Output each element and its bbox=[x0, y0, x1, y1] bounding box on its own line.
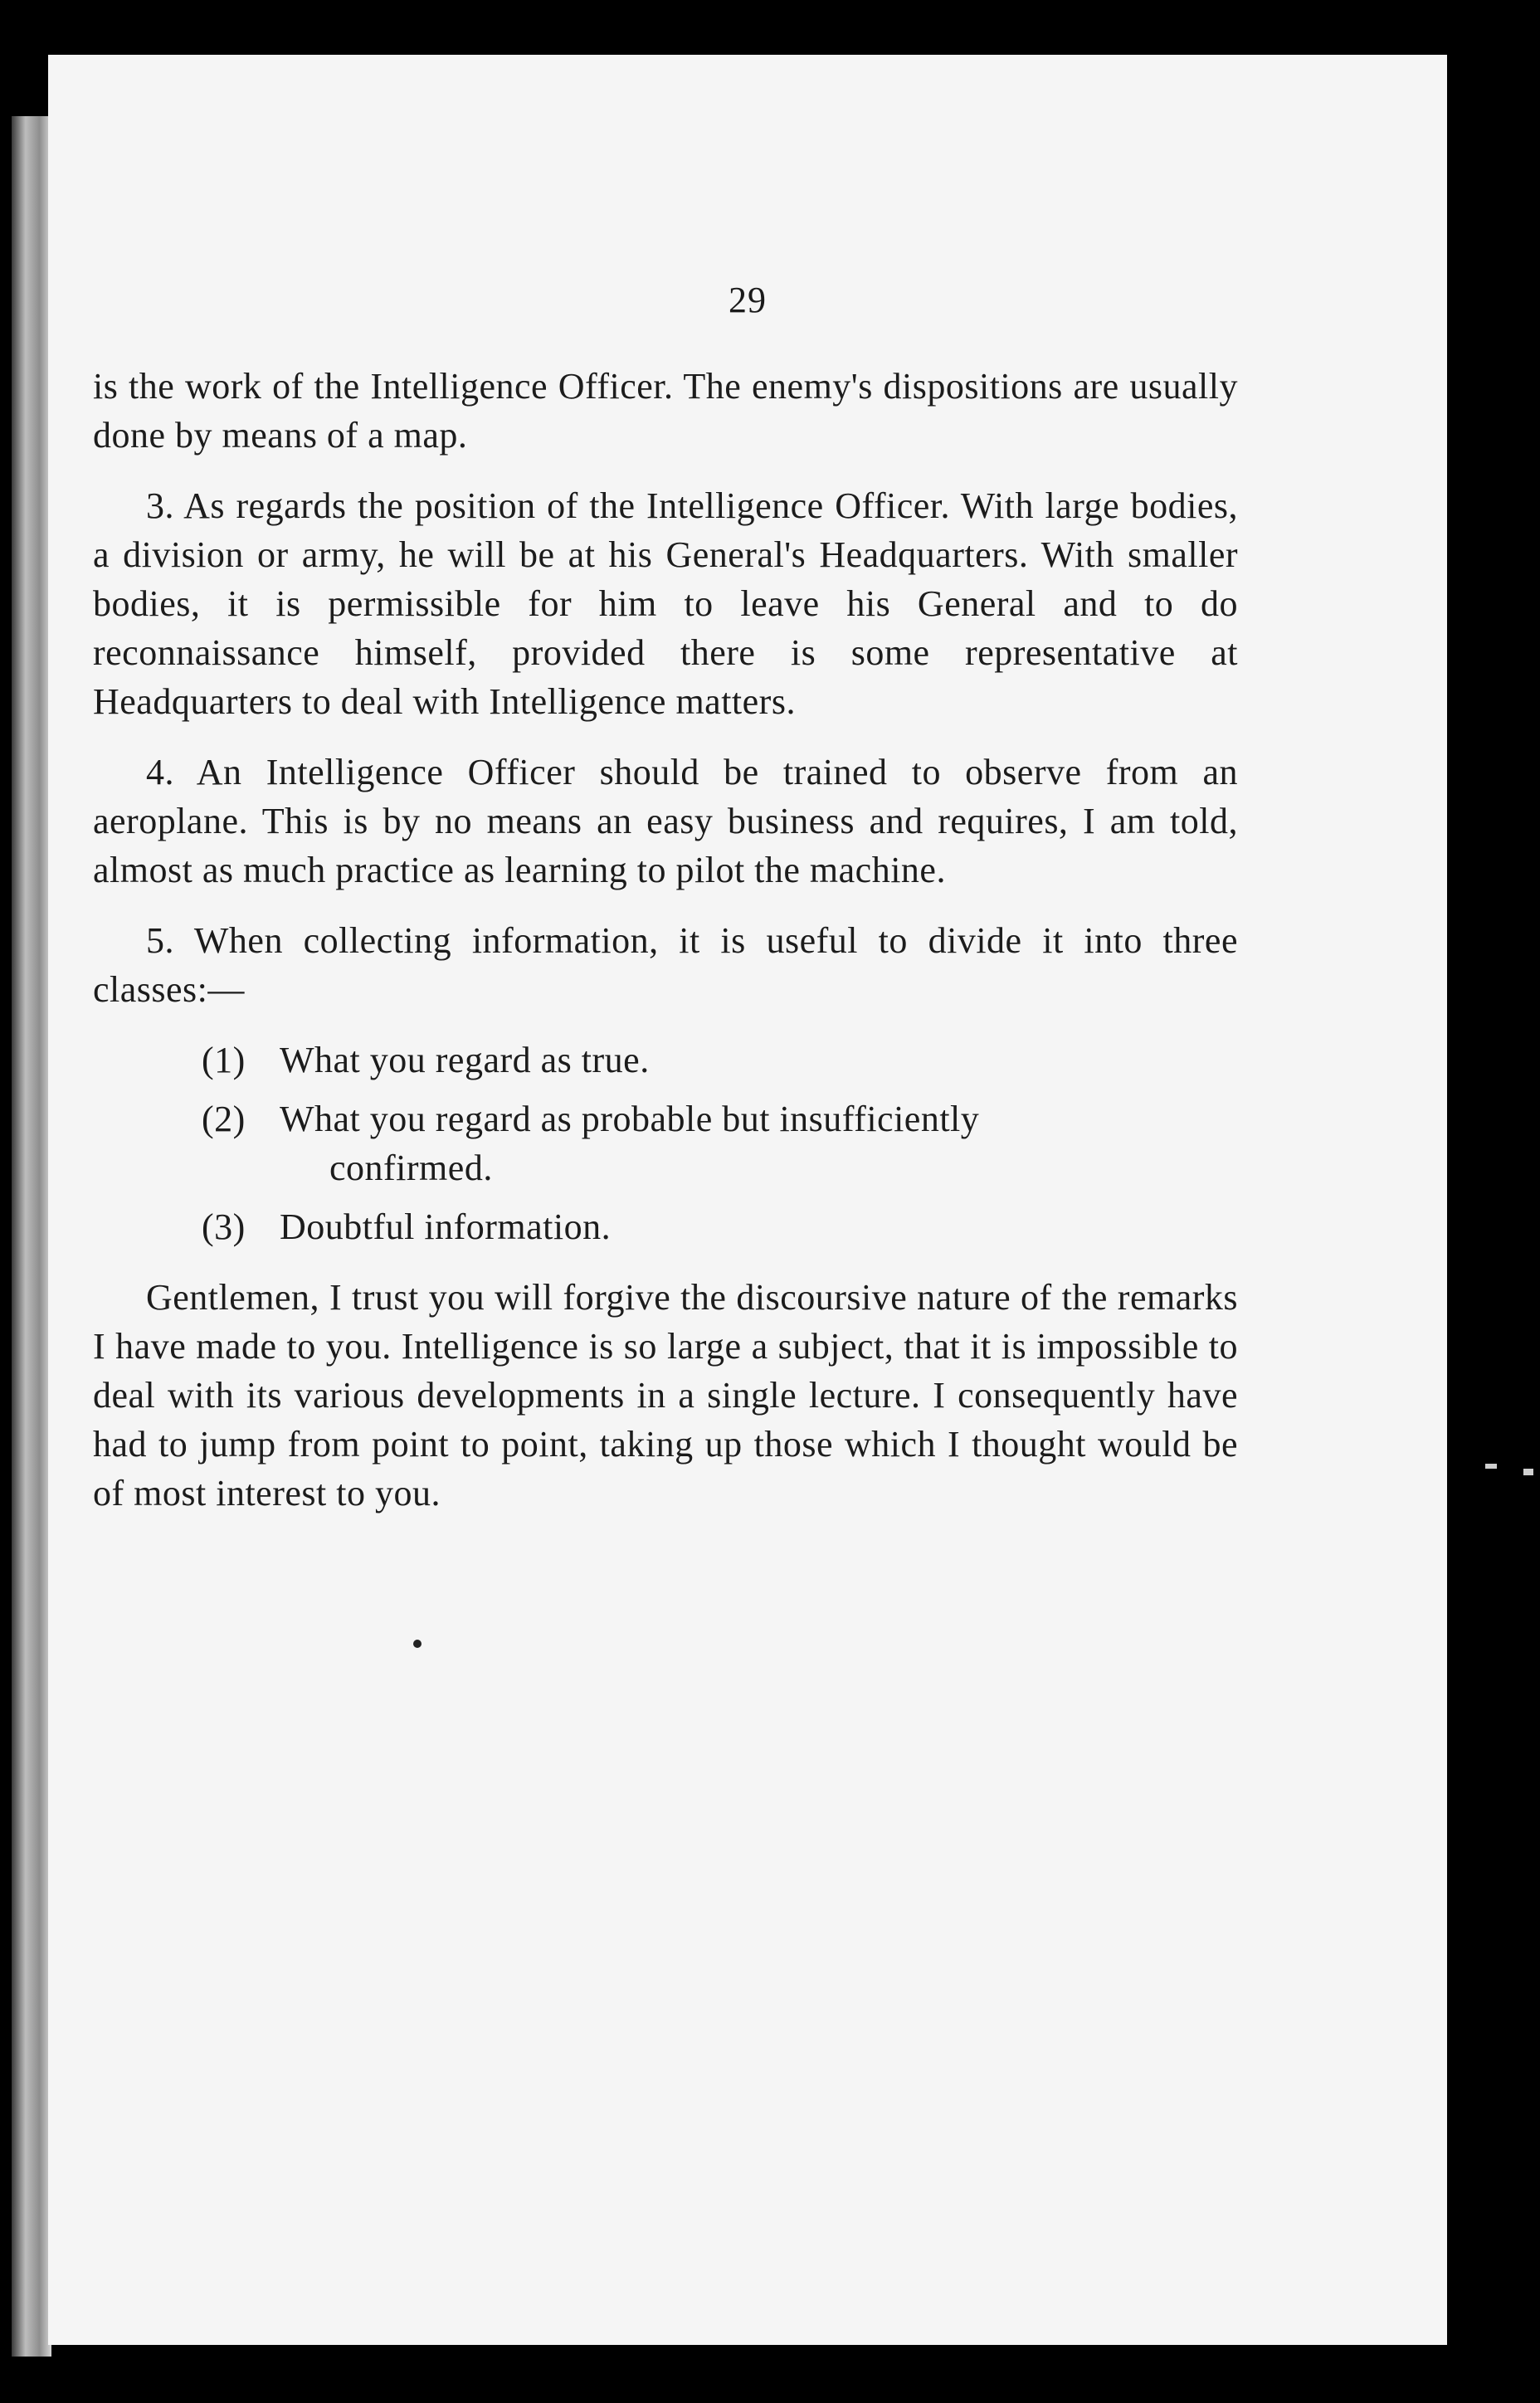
paragraph-5: 5. When collecting information, it is useful to divide it into three classes:— bbox=[93, 920, 1238, 1010]
list-item-number: (1) bbox=[202, 1040, 246, 1080]
list-item-text: Doubtful information. bbox=[280, 1206, 612, 1247]
list-item bbox=[93, 1094, 1238, 1192]
page-text bbox=[93, 362, 1238, 1539]
book-page bbox=[48, 55, 1447, 2345]
ink-speck bbox=[413, 1640, 422, 1648]
edge-mark bbox=[1523, 1469, 1533, 1475]
closing-paragraph: Gentlemen, I trust you will forgive the discoursive nature of the remarks I have made to you. Intelligence is so large a subject, that it is impossible to deal with its various developments in a single lecture. I consequently have had to jump from point to point, taking up those which I thought would be of most interest to you. bbox=[93, 1277, 1238, 1513]
list-item bbox=[93, 1036, 1238, 1085]
paragraph-3: 3. As regards the position of the Intelligence Officer. With large bodies, a division or army, he will be at his General's Headquarters. With smaller bodies, it is permissible for him to leave his General and to do reconnaissance himself, provided there is some representative at Headquarters to deal with Intelligence matters. bbox=[93, 485, 1238, 722]
classes-list bbox=[93, 1036, 1238, 1251]
list-item-number: (3) bbox=[202, 1206, 246, 1247]
list-item-number: (2) bbox=[202, 1099, 246, 1139]
list-item-text: What you regard as true. bbox=[280, 1040, 650, 1080]
paragraph-continuation: is the work of the Intelligence Officer. The enemy's dispositions are usually done by means of a map. bbox=[93, 366, 1238, 456]
paragraph-4: 4. An Intelligence Officer should be trained to observe from an aeroplane. This is by no means an easy business and requires, I am told, almost as much practice as learning to pilot the machine. bbox=[93, 752, 1238, 890]
list-item-text: What you regard as probable but insufficiently bbox=[280, 1099, 980, 1139]
list-item-continuation: confirmed. bbox=[329, 1148, 493, 1188]
book-spine bbox=[12, 116, 51, 2357]
page-number: 29 bbox=[729, 280, 767, 320]
list-item bbox=[93, 1202, 1238, 1251]
edge-mark bbox=[1485, 1464, 1497, 1469]
